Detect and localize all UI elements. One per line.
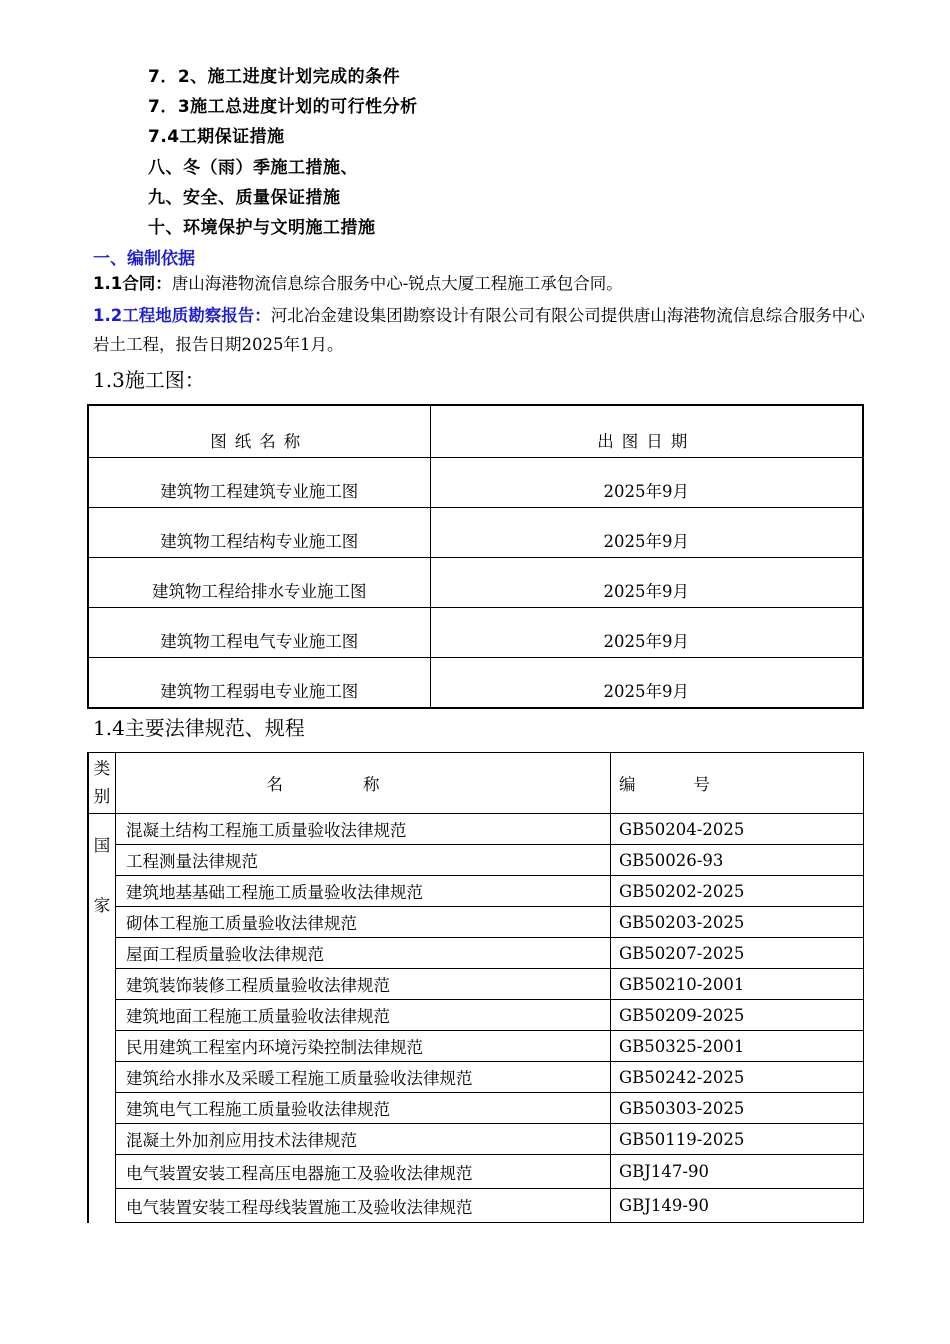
drawings-title: 1.3施工图： [93, 368, 205, 392]
code-number: GB50204-2025 [611, 814, 864, 845]
code-number: GB50119-2025 [611, 1124, 864, 1155]
code-number: GB50209-2025 [611, 1000, 864, 1031]
drawing-date: 2025年9月 [430, 658, 863, 709]
table-row [88, 558, 863, 608]
table-row [88, 845, 864, 876]
toc-item: 九、安全、质量保证措施 [148, 188, 341, 208]
code-number: GB50242-2025 [611, 1062, 864, 1093]
code-number: GB50207-2025 [611, 938, 864, 969]
code-number: GB50325-2001 [611, 1031, 864, 1062]
codes-table [87, 752, 864, 1223]
code-number: GB50202-2025 [611, 876, 864, 907]
table-row [88, 1000, 864, 1031]
table-row [88, 1124, 864, 1155]
drawing-date: 2025年9月 [430, 458, 863, 508]
geology-paragraph [93, 301, 868, 359]
table-row [88, 608, 863, 658]
toc-item: 7.4工期保证措施 [148, 127, 285, 147]
drawing-date: 2025年9月 [430, 508, 863, 558]
category-cell [88, 814, 116, 1223]
drawing-name: 建筑物工程结构专业施工图 [88, 508, 430, 558]
code-name: 建筑地基基础工程施工质量验收法律规范 [116, 876, 611, 907]
drawing-name: 建筑物工程弱电专业施工图 [88, 658, 430, 709]
toc-item: 7．2、施工进度计划完成的条件 [148, 67, 401, 87]
table-row [88, 876, 864, 907]
drawing-name: 建筑物工程建筑专业施工图 [88, 458, 430, 508]
table-row [88, 658, 863, 709]
geology-label: 1.2工程地质勘察报告： [93, 306, 271, 325]
table-row [88, 907, 864, 938]
code-name: 电气装置安装工程高压电器施工及验收法律规范 [116, 1155, 611, 1189]
table-row [88, 938, 864, 969]
code-number: GB50210-2001 [611, 969, 864, 1000]
code-name: 建筑电气工程施工质量验收法律规范 [116, 1093, 611, 1124]
code-number: GB50303-2025 [611, 1093, 864, 1124]
contract-paragraph [93, 269, 868, 298]
header-name: 名称 [116, 753, 611, 814]
table-row [88, 814, 864, 845]
toc-item: 八、冬（雨）季施工措施、 [148, 158, 358, 178]
code-name: 屋面工程质量验收法律规范 [116, 938, 611, 969]
code-name: 工程测量法律规范 [116, 845, 611, 876]
code-number: GB50026-93 [611, 845, 864, 876]
drawing-name: 建筑物工程给排水专业施工图 [88, 558, 430, 608]
codes-title: 1.4主要法律规范、规程 [93, 716, 305, 740]
code-name: 电气装置安装工程母线装置施工及验收法律规范 [116, 1189, 611, 1223]
header-drawing-name: 图纸名称 [88, 405, 430, 458]
section-heading: 一、编制依据 [93, 249, 195, 269]
code-number: GB50203-2025 [611, 907, 864, 938]
table-row [88, 969, 864, 1000]
table-row [88, 1062, 864, 1093]
code-name: 建筑装饰装修工程质量验收法律规范 [116, 969, 611, 1000]
geology-text: 河北冶金建设集团勘察设计有限公司有限公司提供唐山海港物流信息综合服务中心岩土工程，报告日期2025年1月。 [93, 306, 865, 354]
table-row [88, 1093, 864, 1124]
table-row [88, 458, 863, 508]
table-row [88, 508, 863, 558]
drawings-table [87, 404, 864, 709]
table-row [88, 1189, 864, 1223]
code-name: 民用建筑工程室内环境污染控制法律规范 [116, 1031, 611, 1062]
code-name: 建筑给水排水及采暖工程施工质量验收法律规范 [116, 1062, 611, 1093]
header-category [88, 753, 116, 814]
header-category-text: 类别 [93, 759, 111, 806]
contract-text: 唐山海港物流信息综合服务中心-锐点大厦工程施工承包合同。 [171, 274, 623, 293]
code-name: 混凝土结构工程施工质量验收法律规范 [116, 814, 611, 845]
header-code: 编号 [611, 753, 864, 814]
table-header-row [88, 753, 864, 814]
header-issue-date: 出图日期 [430, 405, 863, 458]
code-number: GBJ149-90 [611, 1189, 864, 1223]
contract-label: 1.1合同： [93, 274, 172, 293]
drawing-name: 建筑物工程电气专业施工图 [88, 608, 430, 658]
toc-item: 十、环境保护与文明施工措施 [148, 218, 376, 238]
drawing-date: 2025年9月 [430, 608, 863, 658]
code-name: 建筑地面工程施工质量验收法律规范 [116, 1000, 611, 1031]
table-row [88, 1155, 864, 1189]
code-name: 砌体工程施工质量验收法律规范 [116, 907, 611, 938]
code-number: GBJ147-90 [611, 1155, 864, 1189]
table-header-row [88, 405, 863, 458]
table-row [88, 1031, 864, 1062]
category-text: 国家 [93, 836, 111, 915]
drawing-date: 2025年9月 [430, 558, 863, 608]
code-name: 混凝土外加剂应用技术法律规范 [116, 1124, 611, 1155]
toc-item: 7．3施工总进度计划的可行性分析 [148, 97, 418, 117]
